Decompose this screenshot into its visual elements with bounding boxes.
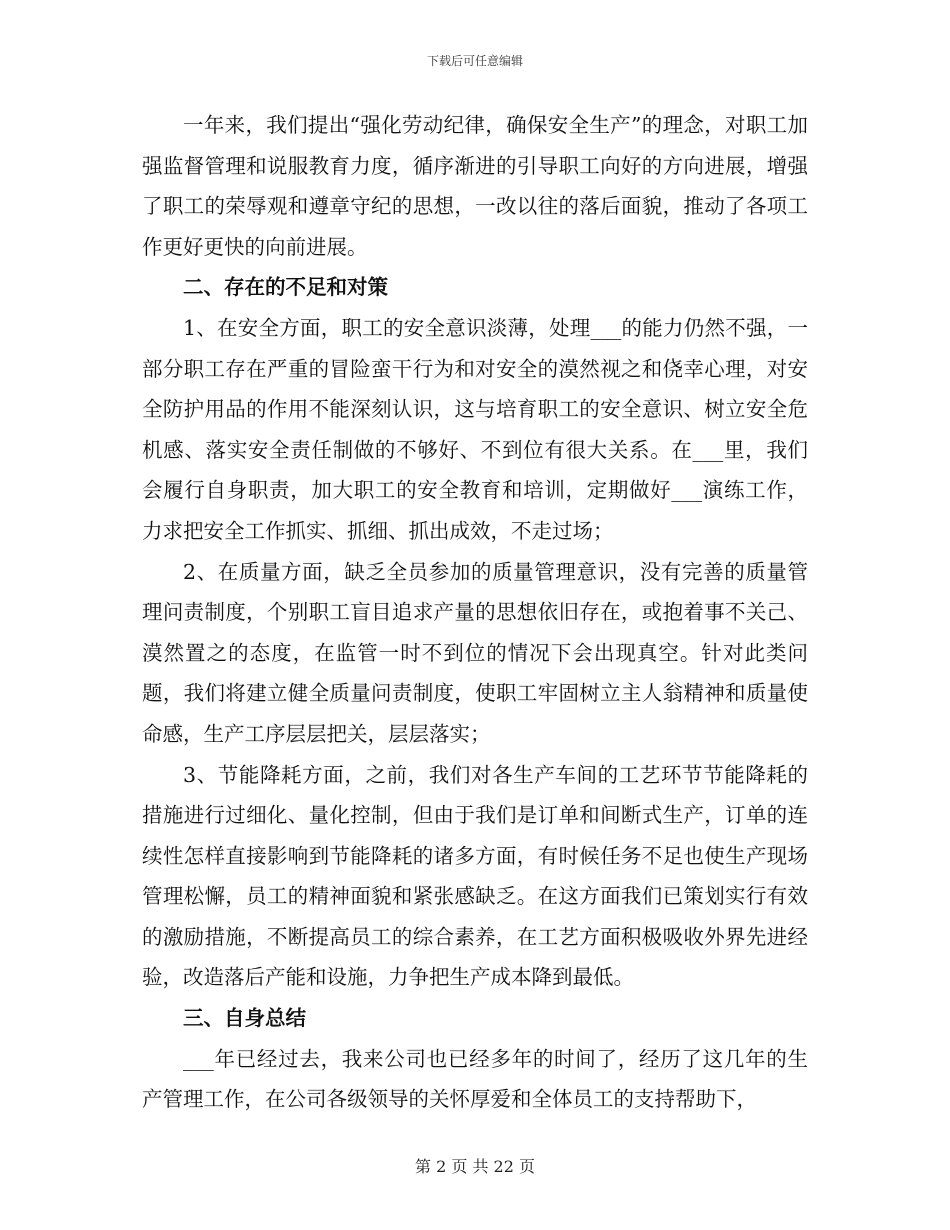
page-footer: 第 2 页 共 22 页 [415,1157,535,1176]
section-heading-shortcomings: 二、存在的不足和对策 [183,275,388,300]
paragraph-energy: 3、节能降耗方面，之前，我们对各生产车间的工艺环节节能降耗的措施进行过细化、量化控制，但由于我们是订单和间断式生产，订单的连续性怎样直接影响到节能降耗的诸多方面，有时候任务不足也使生产现场管理松懈，员工的精神面貌和紧张感缺乏。在这方面我们已策划实行有效的激励措施，不断提高员工的综合素养，在工艺方面积极吸收外界先进经验，改造落后产能和设施，力争把生产成本降到最低。 [142,762,808,990]
paragraph-intro: 一年来，我们提出“强化劳动纪律，确保安全生产”的理念，对职工加强监督管理和说服教育力度，循序渐进的引导职工向好的方向进展，增强了职工的荣辱观和遵章守纪的思想，一改以往的落后面貌，推动了各项工作更好更快的向前进展。 [142,113,808,259]
document-body [142,105,808,1120]
paragraph-quality: 2、在质量方面，缺乏全员参加的质量管理意识，没有完善的质量管理问责制度，个别职工盲目追求产量的思想依旧存在，或抱着事不关己、漠然置之的态度，在监管一时不到位的情况下会出现真空。针对此类问题，我们将建立健全质量问责制度，使职工牢固树立主人翁精神和质量使命感，生产工序层层把关，层层落实； [142,559,808,746]
paragraph-summary: ___年已经过去，我来公司也已经多年的时间了，经历了这几年的生产管理工作，在公司各级领导的关怀厚爱和全体员工的支持帮助下， [142,1046,808,1112]
section-heading-self-summary: 三、自身总结 [183,1006,306,1031]
header-note: 下载后可任意编辑 [426,54,523,68]
paragraph-safety: 1、在安全方面，职工的安全意识淡薄，处理___的能力仍然不强，一部分职工存在严重的冒险蛮干行为和对安全的漠然视之和侥幸心理，对安全防护用品的作用不能深刻认识，这与培育职工的安全意识、树立安全危机感、落实安全责任制做的不够好、不到位有很大关系。在___里，我们会履行自身职责，加大职工的安全教育和培训，定期做好___演练工作，力求把安全工作抓实、抓细、抓出成效，不走过场； [142,315,808,543]
